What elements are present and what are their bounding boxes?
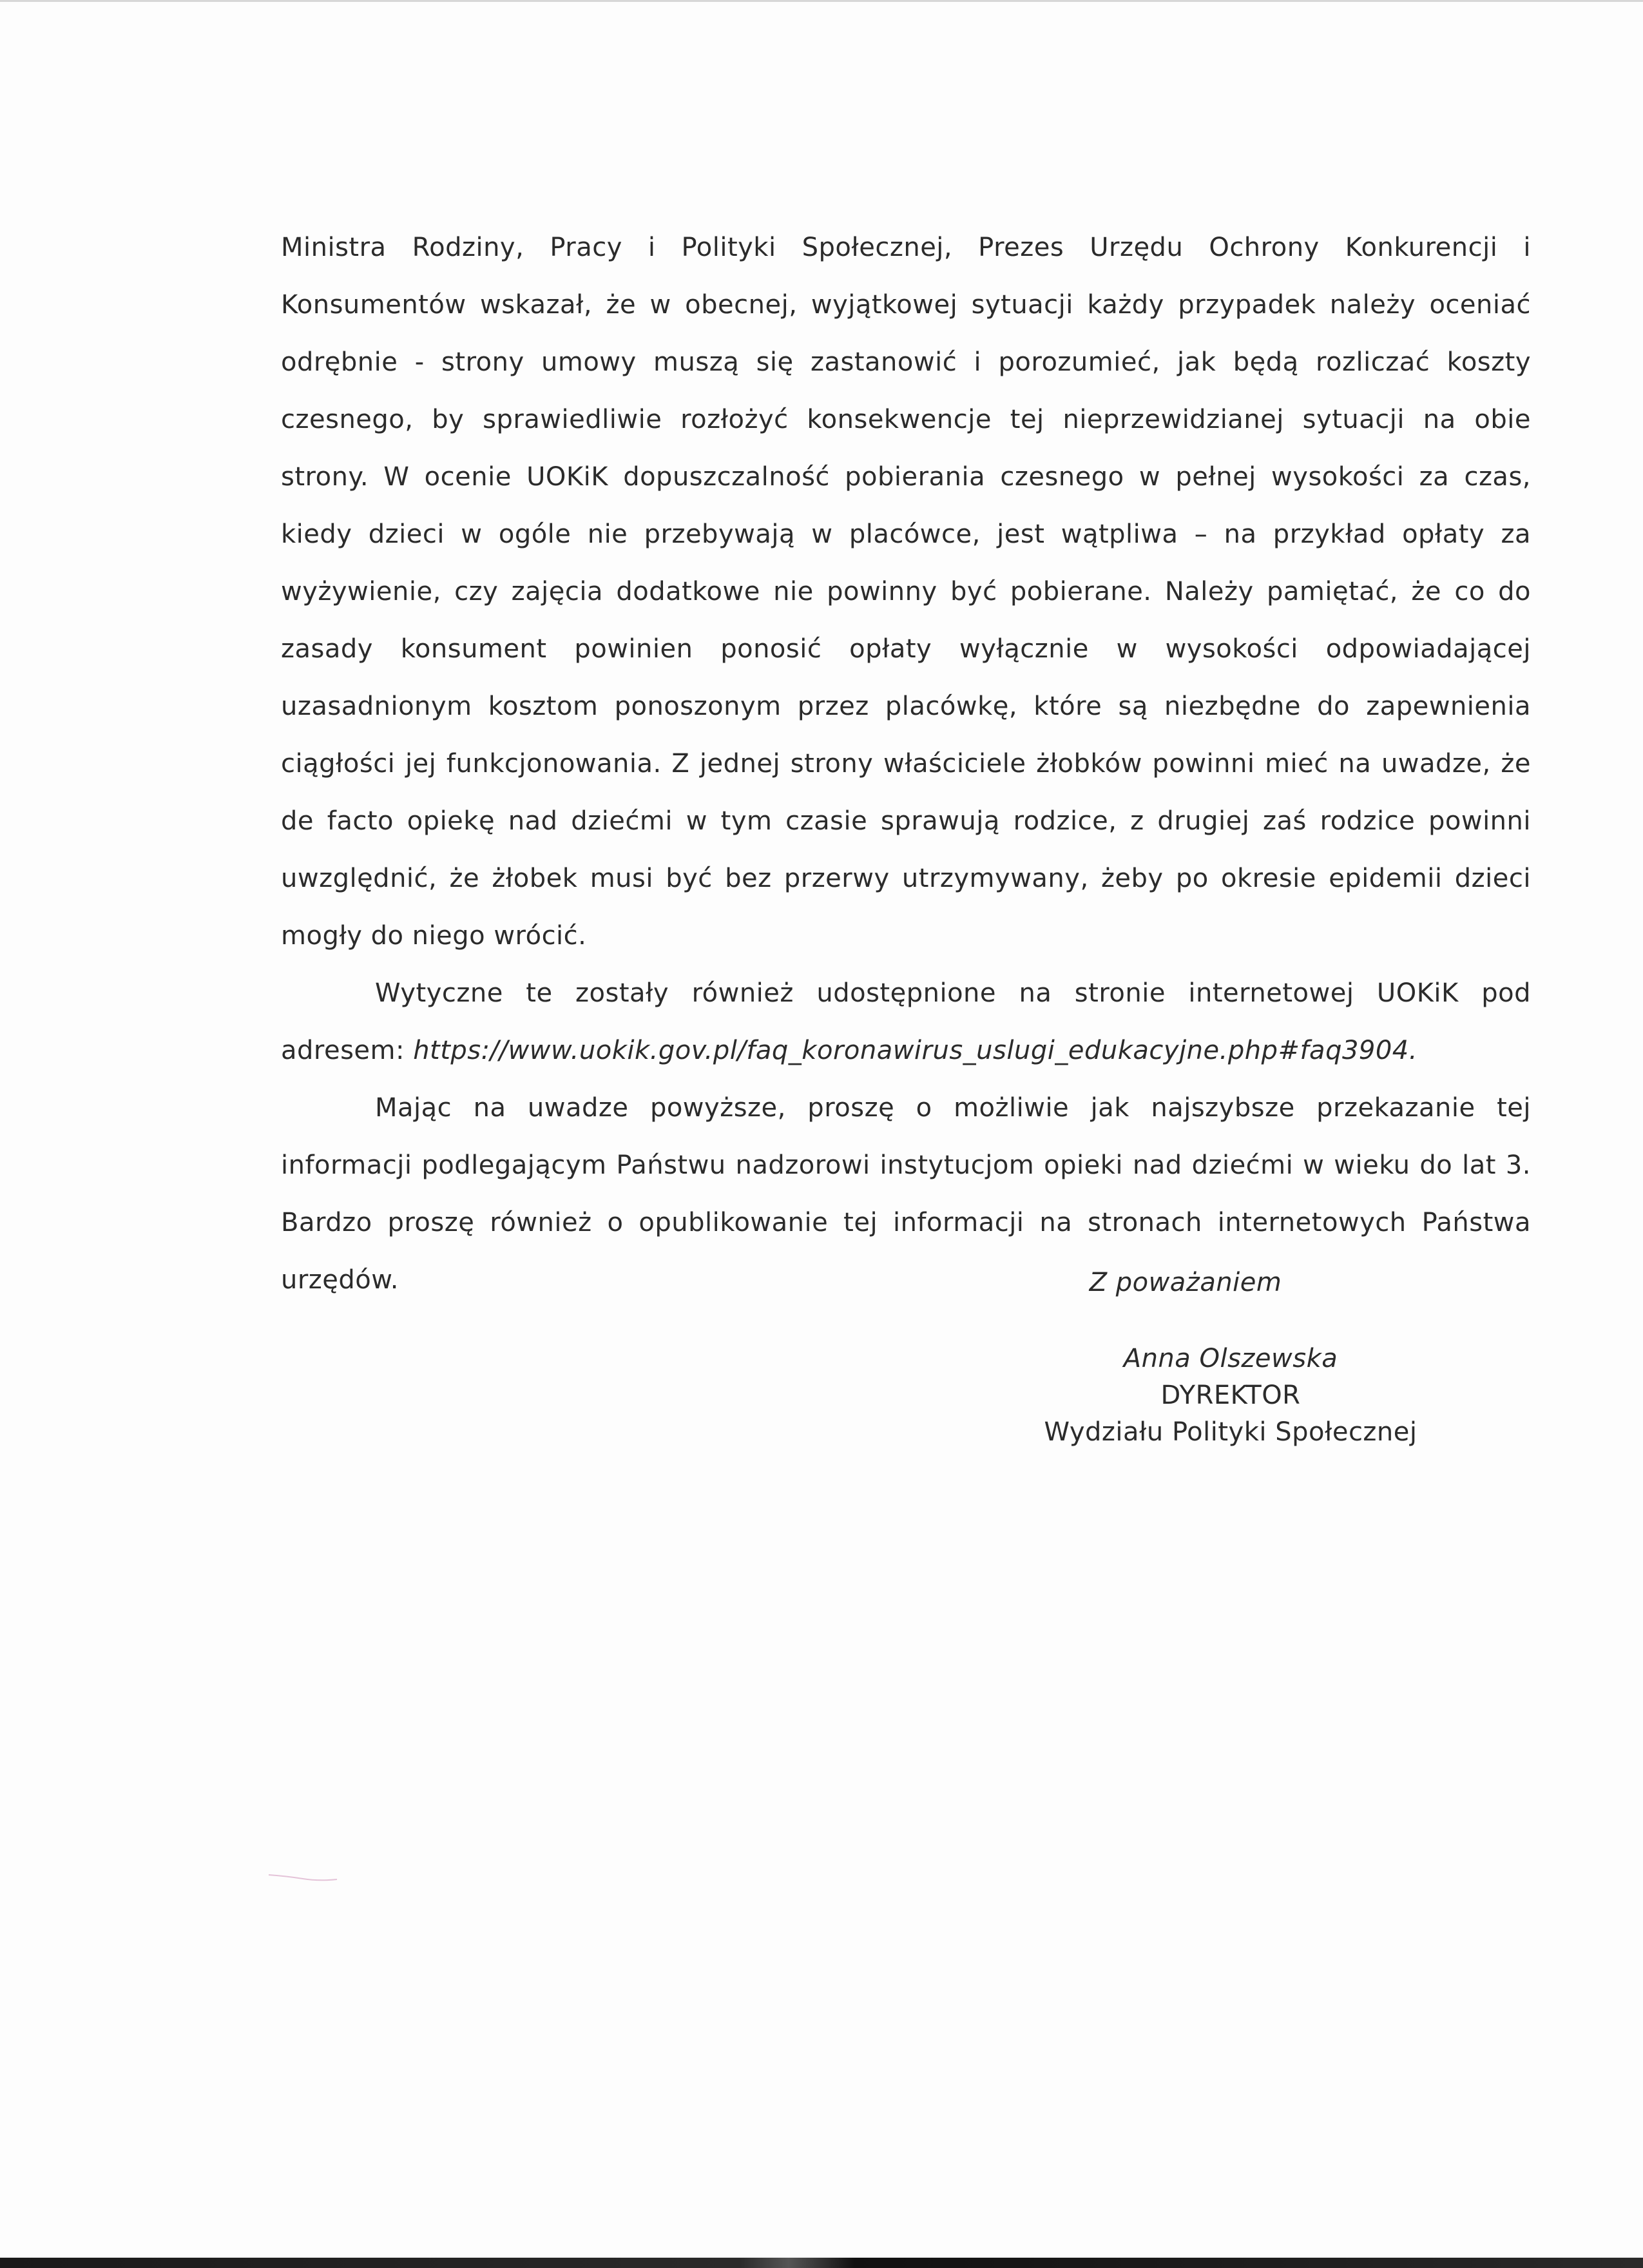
signatory-title: DYREKTOR (1160, 1381, 1301, 1410)
scan-bottom-edge (0, 2258, 1643, 2268)
paragraph-guidelines-text: Wytyczne te zostały również udostępnione na stronie internetowej UOKiK pod adresem: (281, 978, 1531, 1065)
closing-greeting: Z poważaniem (1089, 1268, 1282, 1297)
closing-block (954, 1265, 1417, 1301)
scan-edge-line (0, 0, 1643, 2)
signatory-department: Wydziału Polityki Społecznej (1044, 1417, 1417, 1447)
signatory-name: Anna Olszewska (1123, 1344, 1338, 1373)
uokik-url-link[interactable]: https://www.uokik.gov.pl/faq_koronawirus_uslugi_edukacyjne.php#faq3904. (413, 1036, 1417, 1065)
paragraph-request: Mając na uwadze powyższe, proszę o możliwie jak najszybsze przekazanie tej informacji podlegającym Państwu nadzorowi instytucjom opieki nad dziećmi w wieku do lat 3. Bardzo proszę również o opublikowanie tej informacji na stronach internetowych Państwa urzędów. (281, 1093, 1531, 1295)
signature-block (1005, 1341, 1456, 1451)
paragraph-guidelines-link (281, 965, 1531, 1080)
paragraph-guidance: Ministra Rodziny, Pracy i Polityki Społecznej, Prezes Urzędu Ochrony Konkurencji i Konsumentów wskazał, że w obecnej, wyjątkowej sytuacji każdy przypadek należy oceniać odrębnie - strony umowy muszą się zastanowić i porozumieć, jak będą rozliczać koszty czesnego, by sprawiedliwie rozłożyć konsekwencje tej nieprzewidzianej sytuacji na obie strony. W ocenie UOKiK dopuszczalność pobierania czesnego w pełnej wysokości za czas, kiedy dzieci w ogóle nie przebywają w placówce, jest wątpliwa – na przykład opłaty za wyżywienie, czy zajęcia dodatkowe nie powinny być pobierane. Należy pamiętać, że co do zasady konsument powinien ponosić opłaty wyłącznie w wysokości odpowiadającej uzasadnionym kosztom ponoszonym przez placówkę, które są niezbędne do zapewnienia ciągłości jej funkcjonowania. Z jednej strony właściciele żłobków powinni mieć na uwadze, że de facto opiekę nad dziećmi w tym czasie sprawują rodzice, z drugiej zaś rodzice powinni uwzględnić, że żłobek musi być bez przerwy utrzymywany, żeby po okresie epidemii dzieci mogły do niego wrócić. (281, 233, 1531, 951)
letter-body (281, 219, 1531, 1309)
pen-mark-icon (267, 1872, 338, 1881)
